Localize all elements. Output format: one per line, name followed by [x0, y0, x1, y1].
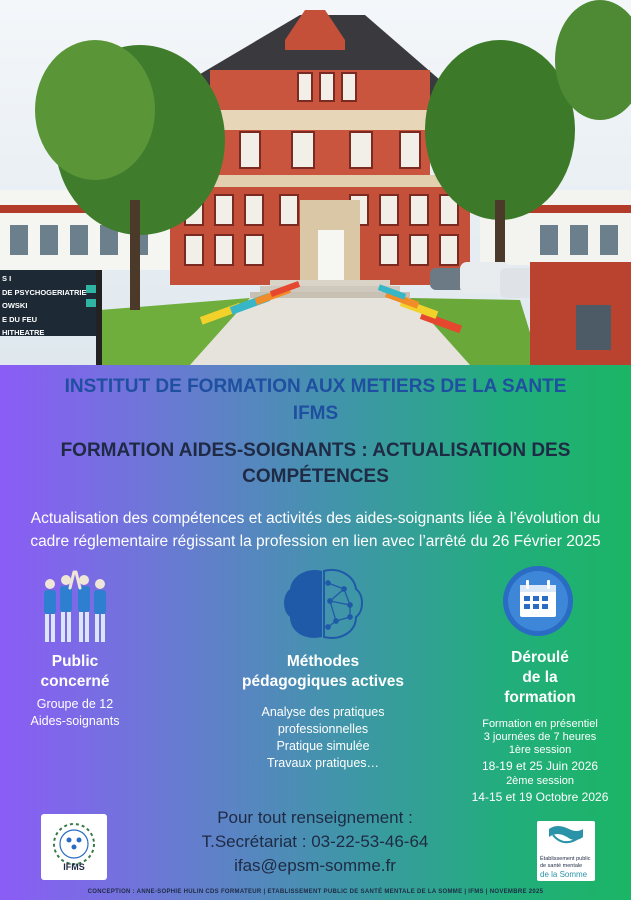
schedule-details — [470, 718, 610, 806]
ifms-logo — [41, 814, 107, 880]
detail-line: professionnelles — [277, 722, 369, 736]
brain-icon — [278, 565, 368, 645]
detail-line: 1ère session — [508, 744, 572, 756]
epsm-logo — [537, 821, 595, 881]
calendar-icon — [502, 565, 574, 637]
epsm-logo-text — [537, 856, 595, 880]
team-icon — [30, 570, 120, 645]
methods-heading — [218, 652, 428, 692]
sign-line: DE PSYCHOGERIATRIE — [2, 287, 87, 297]
heading-line: Déroulé — [511, 649, 569, 666]
training-title: FORMATION AIDES-SOIGNANTS : ACTUALISATION DES COMPÉTENCES — [60, 440, 571, 487]
detail-line: Travaux pratiques… — [266, 756, 380, 770]
heading-line: de la — [522, 669, 558, 686]
logo-line: de la Somme — [540, 870, 588, 879]
contact-phone[interactable]: T.Secrétariat : 03-22-53-46-64 — [201, 832, 429, 851]
public-text — [10, 652, 140, 730]
detail-line: 18-19 et 25 Juin 2026 — [481, 759, 599, 773]
heading-line: formation — [504, 689, 576, 706]
heading-line: Public — [51, 653, 99, 670]
detail-line: Aides-soignants — [30, 714, 120, 728]
contact-block — [150, 806, 480, 878]
detail-line: 3 journées de 7 heures — [483, 731, 597, 743]
detail-line: Pratique simulée — [276, 739, 370, 753]
sign-line: OWSKI — [2, 301, 28, 310]
detail-line: Groupe de 12 — [36, 697, 114, 711]
institute-acronym: IFMS — [292, 403, 339, 424]
logo-line: Établissement public — [540, 856, 591, 862]
heading-line: Méthodes — [286, 653, 360, 670]
schedule-heading — [470, 648, 610, 708]
public-details — [10, 696, 140, 730]
detail-line: 2ème session — [506, 775, 574, 787]
heading-line: concerné — [40, 673, 110, 690]
institute-name: INSTITUT DE FORMATION AUX METIERS DE LA SANTE — [64, 376, 567, 397]
building-photo — [0, 0, 631, 365]
methods-details — [218, 704, 428, 772]
sign-line: HITHEATRE — [2, 328, 45, 337]
schedule-text — [470, 648, 610, 806]
epsm-emblem-icon — [537, 821, 595, 851]
training-description: Actualisation des compétences et activités des aides-soignants liée à l’évolution du cadre réglementaire régissant la profession en lien avec l’arrêté du 26 Février 2025 — [30, 510, 601, 550]
public-column — [30, 570, 120, 645]
footer-credits: CONCEPTION : ANNE-SOPHIE HULIN CDS FORMATEUR | ETABLISSEMENT PUBLIC DE SANTÉ MENTALE DE LA SOMME | IFMS | NOVEMBRE 2025 — [87, 889, 544, 895]
sign-line: E DU FEU — [2, 314, 38, 324]
contact-heading: Pour tout renseignement : — [217, 808, 413, 827]
signpost-labels — [2, 272, 98, 340]
ifms-logo-text: IFMS — [63, 862, 85, 872]
detail-line: Analyse des pratiques — [261, 705, 385, 719]
logo-line: de santé mentale — [540, 863, 583, 869]
contact-email[interactable]: ifas@epsm-somme.fr — [234, 856, 396, 875]
public-heading — [10, 652, 140, 692]
heading-line: pédagogiques actives — [242, 673, 404, 690]
methods-text — [218, 652, 428, 772]
detail-line: 14-15 et 19 Octobre 2026 — [471, 790, 609, 804]
detail-line: Formation en présentiel — [482, 718, 598, 730]
sign-line: S I — [2, 274, 12, 283]
